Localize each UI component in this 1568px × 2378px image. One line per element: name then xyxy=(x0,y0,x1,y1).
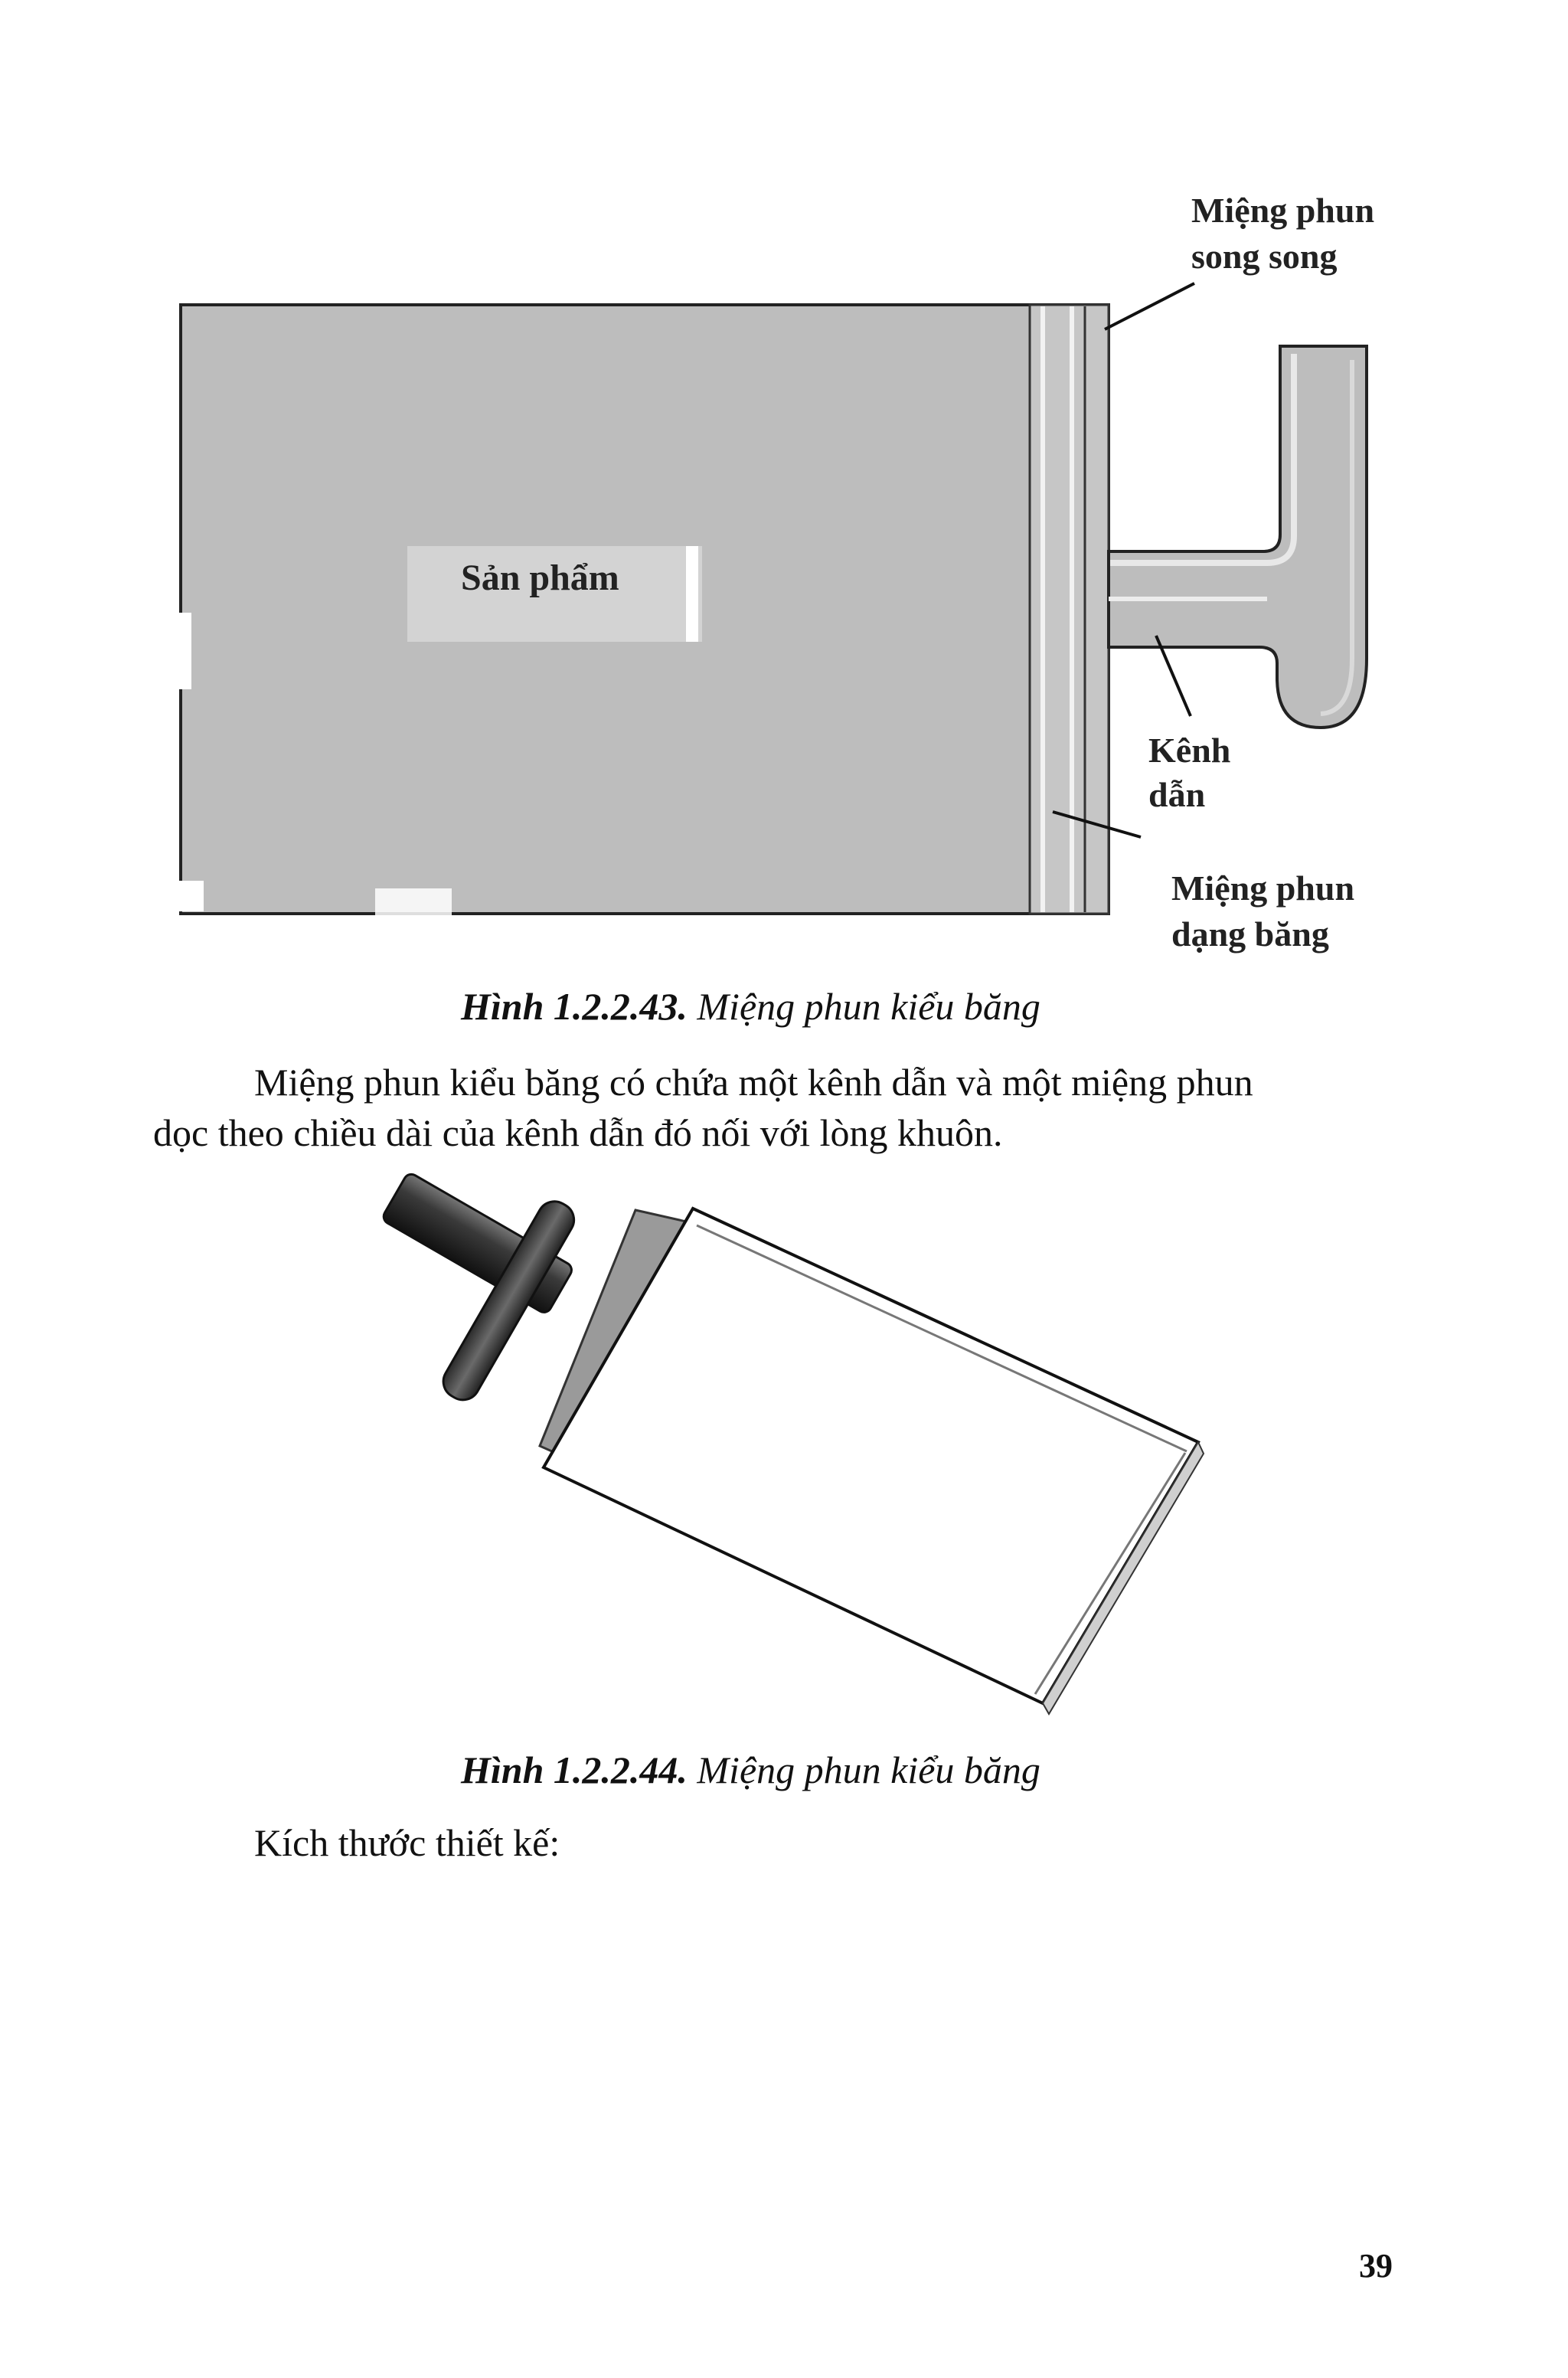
figure2-caption: Hình 1.2.2.44. Miệng phun kiểu băng xyxy=(461,1748,1040,1791)
label-runner-2: dẫn xyxy=(1148,775,1206,814)
label-band-gate-2: dạng băng xyxy=(1171,914,1329,953)
leader-parallel-gate xyxy=(1105,283,1194,329)
figure-band-gate-3d xyxy=(0,1164,1568,1716)
paragraph-line-1: Miệng phun kiểu băng có chứa một kênh dẫn và một miệng phun xyxy=(254,1061,1253,1104)
figure1-caption: Hình 1.2.2.43. Miệng phun kiểu băng xyxy=(461,985,1040,1028)
page-number: 39 xyxy=(1359,2247,1393,2285)
label-parallel-gate-2: song song xyxy=(1191,237,1338,276)
runner-channel xyxy=(1109,346,1367,728)
paragraph-line-2: dọc theo chiều dài của kênh dẫn đó nối với lòng khuôn. xyxy=(153,1111,1003,1154)
label-product: Sản phẩm xyxy=(461,558,619,598)
label-band-gate-1: Miệng phun xyxy=(1171,868,1355,908)
label-parallel-gate-1: Miệng phun xyxy=(1191,191,1375,230)
label-runner-1: Kênh xyxy=(1148,731,1231,770)
section-label: Kích thước thiết kế: xyxy=(254,1821,560,1864)
figure-band-gate-schematic xyxy=(0,0,1568,980)
